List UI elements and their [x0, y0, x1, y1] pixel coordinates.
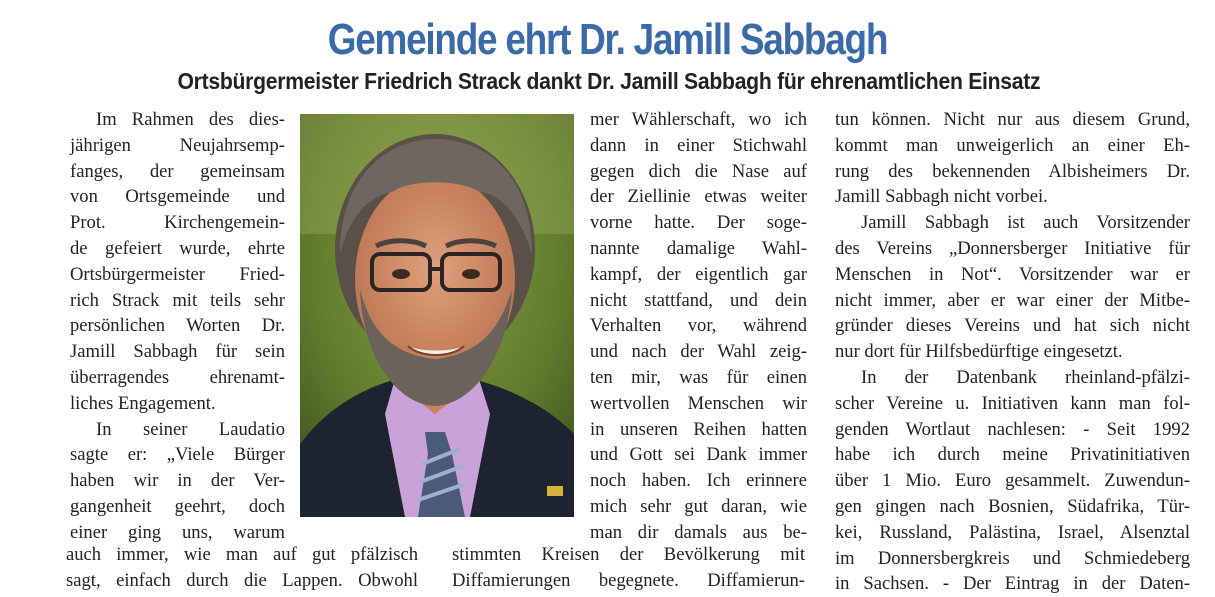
text-line: auch immer, wie man auf gut pfälzisch	[66, 544, 418, 565]
text-line: man dir damals aus be-	[590, 521, 807, 543]
text-line: vorne hatte. Der soge-	[590, 212, 807, 234]
text-line: gegen dich die Nase auf	[590, 160, 807, 182]
text-column-2-bottom	[452, 542, 805, 594]
text-line: dann in einer Stichwahl	[590, 134, 807, 156]
text-column-2	[590, 107, 807, 546]
text-line: habe ich durch meine Privatinitiativen	[835, 444, 1190, 466]
text-line: ten mir, was für einen	[590, 366, 807, 388]
text-line: Jamill Sabbagh für sein	[70, 341, 285, 363]
text-line: von Ortsgemeinde und	[70, 186, 285, 208]
text-line: Jamill Sabbagh ist auch Vorsitzender	[861, 212, 1190, 234]
text-line: Jamill Sabbagh nicht vorbei.	[835, 186, 1048, 208]
text-line: Menschen in Not“. Vorsitzender war er	[835, 263, 1190, 285]
text-line: und nach der Wahl zeig-	[590, 341, 807, 363]
text-line: sagte er: „Viele Bürger	[70, 444, 285, 466]
text-line: überragendes ehrenamt-	[70, 366, 285, 388]
text-line: scher Vereine u. Initiativen kann man fol-	[835, 392, 1190, 414]
text-line: der Ziellinie etwas weiter	[590, 186, 807, 208]
text-column-1	[70, 107, 285, 546]
text-line: im Donnersbergkreis und Schmiedeberg	[835, 547, 1190, 569]
text-line: kampf, der eigentlich gar	[590, 263, 807, 285]
text-line: rung des bekennenden Albisheimers Dr.	[835, 160, 1190, 182]
text-line: noch haben. Ich erinnere	[590, 470, 807, 492]
text-line: In seiner Laudatio	[96, 418, 285, 440]
text-line: nicht stattfand, und dein	[590, 289, 807, 311]
text-line: Im Rahmen des dies-	[96, 109, 285, 130]
text-line: de gefeiert wurde, ehrte	[70, 237, 285, 259]
text-line: kei, Russland, Palästina, Israel, Alsenztal	[835, 521, 1190, 543]
text-line: stimmten Kreisen der Bevölkerung mit	[452, 544, 805, 565]
text-line: in unseren Reihen hatten	[590, 418, 807, 440]
text-line: mich sehr gut daran, wie	[590, 495, 807, 517]
text-line: nur dort für Hilfsbedürftige eingesetzt.	[835, 341, 1123, 363]
text-line: über 1 Mio. Euro gesammelt. Zuwendun-	[835, 470, 1190, 492]
text-line: jährigen Neujahrsemp-	[70, 134, 285, 156]
text-line: persönlichen Worten Dr.	[70, 315, 285, 337]
text-line: tun können. Nicht nur aus diesem Grund,	[835, 109, 1190, 130]
text-line: einer ging uns, warum	[70, 521, 285, 543]
text-line: rich Strack mit teils sehr	[70, 289, 285, 311]
text-line: In der Datenbank rheinland-pfälzi-	[861, 366, 1190, 388]
text-line: haben wir in der Ver-	[70, 470, 285, 492]
text-line: des Vereins „Donnersberger Initiative für	[835, 237, 1190, 259]
portrait-photo	[300, 114, 574, 517]
text-line: fanges, der gemeinsam	[70, 160, 285, 182]
text-line: wertvollen Menschen wir	[590, 392, 807, 414]
text-line: gründer dieses Vereins und hat sich nicht	[835, 315, 1190, 337]
text-line: gen gingen nach Bosnien, Südafrika, Tür-	[835, 495, 1190, 517]
article-headline: Gemeinde ehrt Dr. Jamill Sabbagh	[327, 15, 888, 64]
text-line: gangenheit geehrt, doch	[70, 495, 285, 517]
text-column-1-bottom	[66, 542, 418, 594]
text-line: nicht immer, aber er war einer der Mitbe-	[835, 289, 1190, 311]
portrait-illustration	[300, 114, 574, 517]
text-line: Verhalten vor, während	[590, 315, 807, 337]
text-line: Ortsbürgermeister Fried-	[70, 263, 285, 285]
text-line: mer Wählerschaft, wo ich	[590, 109, 807, 130]
text-line: in Sachsen. - Der Eintrag in der Daten-	[835, 573, 1190, 595]
text-line: Prot. Kirchengemein-	[70, 212, 285, 234]
text-line: und Gott sei Dank immer	[590, 444, 807, 466]
text-line: Diffamierungen begegnete. Diffamierun-	[452, 569, 805, 591]
text-line: kommt man unweigerlich an einer Eh-	[835, 134, 1190, 156]
article-subheadline: Ortsbürgermeister Friedrich Strack dankt Dr. Jamill Sabbagh für ehrenamtlichen Einsatz	[177, 68, 1041, 94]
text-column-3	[835, 107, 1190, 597]
text-line: nannte damalige Wahl-	[590, 237, 807, 259]
text-line: sagt, einfach durch die Lappen. Obwohl	[66, 569, 418, 591]
text-line: genden Wortlaut nachlesen: - Seit 1992	[835, 418, 1190, 440]
text-line: liches Engagement.	[70, 392, 216, 414]
